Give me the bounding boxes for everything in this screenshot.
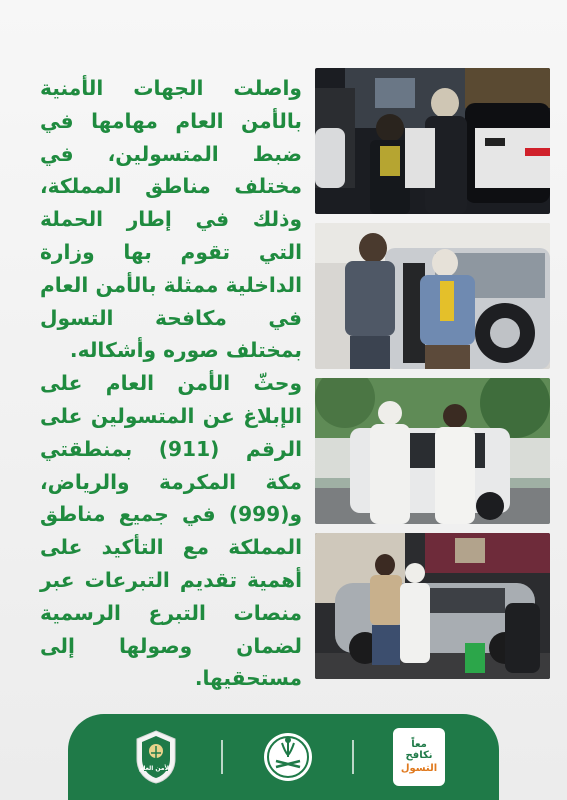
campaign-line-3: التسول	[400, 763, 438, 774]
saudi-emblem	[262, 728, 314, 786]
campaign-logo	[393, 728, 445, 786]
article-paragraph-1: واصلت الجهات الأمنية بالأمن العام مهامها في ضبط المتسولين، في مختلف مناطق المملكة، وذلك في إطار الحملة التي تقوم بها وزارة الداخلية ممثلة بالأمن العام في مكافحة التسول بمختلف صوره وأشكاله.	[40, 76, 302, 363]
photo-suv-inspection	[315, 223, 550, 369]
photo-column	[315, 68, 550, 679]
public-security-badge	[130, 728, 182, 786]
photo-street-check	[315, 378, 550, 524]
campaign-line-1: معاً	[411, 739, 427, 750]
footer-bar	[68, 714, 499, 800]
public-security-badge-icon	[131, 729, 181, 785]
campaign-line-2: نكافح	[405, 750, 433, 761]
article-text	[40, 72, 302, 695]
photo-night-patrol	[315, 68, 550, 214]
photo-market-parking	[315, 533, 550, 679]
saudi-emblem-icon	[262, 731, 314, 783]
footer-divider-right	[352, 740, 354, 774]
article-paragraph-2: وحثّ الأمن العام على الإبلاغ عن المتسولين على الرقم (911) بمنطقتي مكة المكرمة والرياض، و(999) في جميع مناطق المملكة مع التأكيد على أهمية تقديم التبرعات عبر منصات التبرع الرسمية لضمان وصولها إلى مستحقيها.	[40, 371, 302, 691]
footer-divider-left	[221, 740, 223, 774]
badge-text: الأمن العام	[138, 765, 172, 772]
